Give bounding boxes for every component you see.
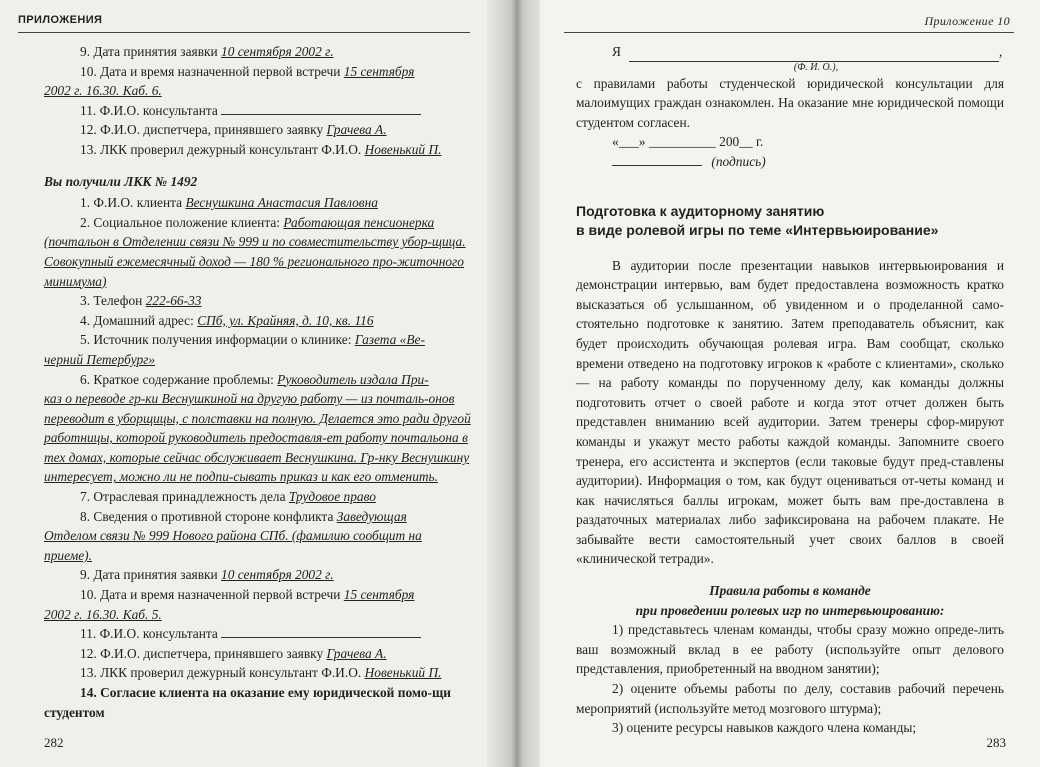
- form-item-label: 11. Ф.И.О. консультанта: [80, 626, 222, 642]
- section-title: Вы получили ЛКК № 1492: [44, 173, 198, 189]
- form-item-value: Работающая пенсионерка: [283, 214, 435, 230]
- signature-blank: [612, 152, 702, 166]
- right-column: [576, 42, 1004, 738]
- form-item: [44, 213, 472, 233]
- form-item: [44, 140, 472, 160]
- date-line: «___» __________ 200__ г.: [612, 134, 764, 150]
- rule-item: 2) оцените объемы работы по делу, составив рабочий перечень мероприятий (используйте метод мозгового штурма);: [576, 681, 1004, 716]
- form-item-value: 15 сентября: [343, 63, 415, 79]
- form-item-value: Грачева А.: [326, 645, 387, 661]
- rule-item: 1) представьтесь членам команды, чтобы сразу можно опреде-лить ваш возможный вклад в ее работу (используйте опыт делового представления, приобретенный на вводном занятии);: [576, 622, 1004, 677]
- form-item: [44, 311, 472, 331]
- fio-caption: (Ф. И. О.),: [793, 61, 839, 73]
- form-item-value: 222-66-33: [145, 293, 202, 309]
- form-item-label: 11. Ф.И.О. консультанта: [80, 102, 222, 118]
- form-item-value: Новенький П.: [364, 141, 442, 157]
- form-item-label: 5. Источник получения информации о клинике:: [80, 332, 355, 348]
- consent-item: 14. Согласие клиента на оказание ему юридической помо-щи студентом: [44, 685, 452, 720]
- form-item-value: Веснушкина Анастасия Павловна: [185, 195, 378, 211]
- left-column: [44, 42, 472, 722]
- name-line: Я ,: [576, 42, 1004, 62]
- form-item-label: 13. ЛКК проверил дежурный консультант Ф.И.О.: [80, 141, 365, 157]
- form-item-label: 3. Телефон: [80, 293, 146, 309]
- form-item: [44, 565, 472, 585]
- form-item-label: 12. Ф.И.О. диспетчера, принявшего заявку: [80, 645, 327, 661]
- form-item: [44, 585, 472, 605]
- running-head: ПРИЛОЖЕНИЯ: [18, 14, 103, 26]
- form-item-label: 7. Отраслевая принадлежность дела: [80, 489, 289, 505]
- form-item-blank: [221, 101, 421, 115]
- form-item: [44, 101, 472, 121]
- form-item: [44, 644, 472, 664]
- rules-list: [576, 620, 1004, 738]
- form-item-value: 10 сентября 2002 г.: [221, 567, 334, 583]
- form-item-value: Газета «Ве-: [354, 332, 425, 348]
- form-item-value: 10 сентября 2002 г.: [221, 44, 334, 59]
- form-item-value: Трудовое право: [288, 489, 376, 505]
- form-item: [44, 507, 472, 527]
- form-item-label: 13. ЛКК проверил дежурный консультант Ф.И.О.: [80, 665, 365, 681]
- section-heading-2: в виде ролевой игры по теме «Интервьюирование»: [576, 221, 939, 238]
- form-item: [44, 193, 472, 213]
- form-item: [44, 487, 472, 507]
- form-item-label: 8. Сведения о противной стороне конфликта: [80, 508, 337, 524]
- form-item-value: Заведующая: [336, 508, 407, 524]
- form-item-value: Новенький П.: [364, 665, 442, 681]
- form-item: [44, 62, 472, 82]
- form-item-continuation: 2002 г. 16.30. Каб. 5.: [44, 606, 162, 622]
- rule-item: 3) оцените ресурсы навыков каждого члена команды;: [612, 720, 917, 736]
- form-item-continuation: 2002 г. 16.30. Каб. 6.: [44, 83, 162, 99]
- form-item-label: 6. Краткое содержание проблемы:: [80, 371, 278, 387]
- name-blank: [629, 48, 999, 62]
- form-item-blank: [221, 624, 421, 638]
- form-item-value: 15 сентября: [343, 587, 415, 603]
- left-page: [0, 0, 505, 767]
- form-item-label: 1. Ф.И.О. клиента: [80, 195, 186, 211]
- consent-text: с правилами работы студенческой юридической консультации для малоимущих граждан ознакомлен. На оказание мне юридической помощи студентом согласен.: [576, 75, 1004, 130]
- form-items: [44, 193, 472, 683]
- form-item: [44, 42, 472, 62]
- form-item-label: 10. Дата и время назначенной первой встречи: [80, 587, 344, 603]
- form-item: [44, 291, 472, 311]
- form-item-value: Руководитель издала При-: [277, 371, 429, 387]
- form-item: [44, 330, 472, 350]
- form-item: [44, 624, 472, 644]
- body-paragraph: В аудитории после презентации навыков интервьюирования и демонстрации интервью, вам будет предоставлена возможность кратко высказаться об услышанном, об увиденном и о проделанной само-стоятельно подготовке к занятию. Затем преподаватель объяснит, как будет происходить обучающая ролевая игра. Вам сообщат, сколько времени отведено на подготовку игроков к «работе с клиентами», сколько — на работу команды по порученному делу, как команды должны подготовить отчет о своей работе и когда этот отчет должен быть представлен вниманию всей аудитории. Затем тренеры сфор-мируют команды и укажут место работы каждой команды. Запомните своего тренера, его ассистента и экспертов (если таковые будут пред-ставлены аудитории). Информация о том, как будут оцениваться от-четы команд и как начисляться баллы игрокам, может быть вам пре-доставлена в раздаточных материалах либо зафиксирована на рабочем плакате. Не забывайте вести самостоятельный учет своих баллов в своей «клинической тетради».: [576, 257, 1004, 567]
- page-number: 283: [986, 735, 1006, 750]
- ya-label: Я: [612, 44, 621, 59]
- book-gutter: [487, 0, 547, 767]
- form-item: [44, 663, 472, 683]
- right-page: [540, 0, 1040, 767]
- top-fields: [44, 42, 472, 160]
- signature-caption: (подпись): [711, 153, 766, 169]
- signature-line: [576, 152, 1004, 172]
- rules-title: Правила работы в команде: [709, 583, 871, 599]
- header-rule: [18, 32, 470, 33]
- header-rule: [564, 32, 1014, 33]
- form-item-label: 4. Домашний адрес:: [80, 312, 198, 328]
- form-item-label: 10. Дата и время назначенной первой встречи: [80, 63, 344, 79]
- form-item-label: 9. Дата принятия заявки: [80, 567, 222, 583]
- form-item-label: 12. Ф.И.О. диспетчера, принявшего заявку: [80, 122, 327, 138]
- form-item-continuation: (почтальон в Отделении связи № 999 и по совместительству убор-щица. Совокупный ежемесячный доход — 180 % регионального про-житочного минимума): [44, 234, 466, 289]
- form-item: [44, 370, 472, 390]
- form-item-continuation: черний Петербург»: [44, 351, 156, 367]
- form-item-label: 2. Социальное положение клиента:: [80, 214, 284, 230]
- running-head: Приложение 10: [924, 14, 1010, 28]
- form-item: [44, 120, 472, 140]
- form-item-label: 9. Дата принятия заявки: [80, 44, 222, 59]
- section-heading-1: Подготовка к аудиторному занятию: [576, 202, 825, 219]
- form-item-value: Грачева А.: [326, 122, 387, 138]
- page-number: 282: [44, 735, 64, 750]
- rules-subtitle: при проведении ролевых игр по интервьюированию:: [635, 602, 945, 618]
- form-item-continuation: каз о переводе гр-ки Веснушкиной на другую работу — из почталь-онов переводит в уборщицы, с полставки на полную. Делается это ради другой работницы, которой руководитель предоставля-ет работу почтальона в тех домах, которые сейчас обслуживает Веснушкина. Гр-нку Веснушкину интересует, можно ли не подпи-сывать приказ и как его отменить.: [44, 391, 471, 485]
- form-item-value: СПб, ул. Крайняя, д. 10, кв. 116: [197, 312, 374, 328]
- form-item-continuation: Отделом связи № 999 Нового района СПб. (фамилию сообщит на приеме).: [44, 528, 422, 563]
